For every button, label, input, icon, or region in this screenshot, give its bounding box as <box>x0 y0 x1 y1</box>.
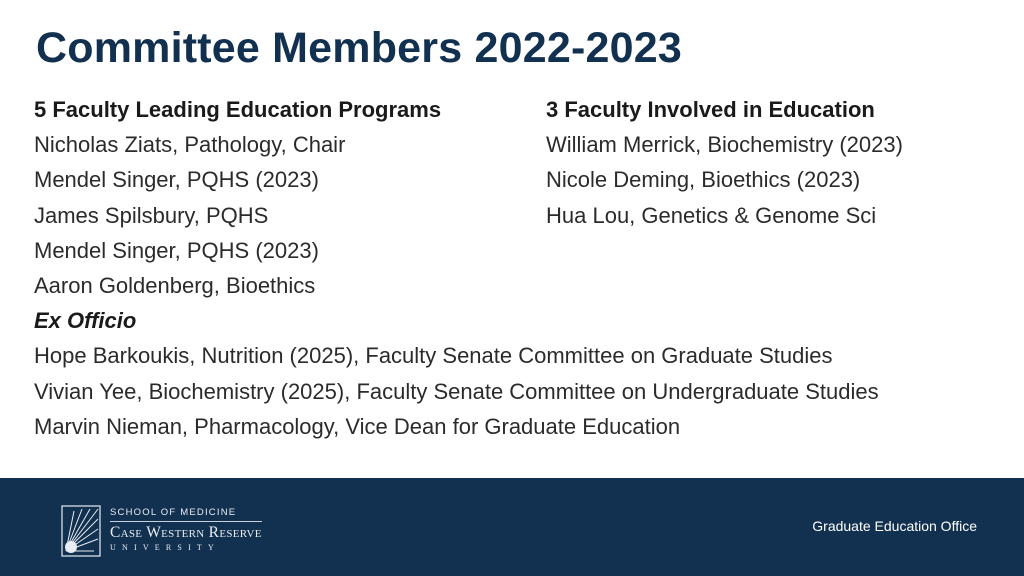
member-item: Nicholas Ziats, Pathology, Chair <box>34 132 346 158</box>
logo-school-name: SCHOOL OF MEDICINE <box>110 507 237 518</box>
right-column <box>546 92 903 233</box>
logo-university-name: Case Western Reserve <box>110 524 262 541</box>
logo-divider <box>110 521 262 522</box>
ex-officio-item: Vivian Yee, Biochemistry (2025), Faculty Senate Committee on Undergraduate Studies <box>34 378 879 404</box>
left-column-heading: 5 Faculty Leading Education Programs <box>34 97 442 122</box>
office-name: Graduate Education Office <box>812 518 977 534</box>
logo-university-word: UNIVERSITY <box>110 543 220 552</box>
member-item: William Merrick, Biochemistry (2023) <box>546 132 903 158</box>
member-item: Aaron Goldenberg, Bioethics <box>34 273 316 299</box>
member-item: James Spilsbury, PQHS <box>34 202 269 228</box>
page-title: Committee Members 2022-2023 <box>36 24 682 72</box>
ex-officio-item: Hope Barkoukis, Nutrition (2025), Faculty Senate Committee on Graduate Studies <box>34 343 833 369</box>
case-western-reserve-sunburst-logo-icon <box>60 503 102 559</box>
ex-officio-heading: Ex Officio <box>34 308 137 334</box>
right-column-heading: 3 Faculty Involved in Education <box>546 97 875 122</box>
ex-officio-item: Marvin Nieman, Pharmacology, Vice Dean for Graduate Education <box>34 413 681 439</box>
logo-wordmark <box>110 507 262 552</box>
member-item: Hua Lou, Genetics & Genome Sci <box>546 202 877 228</box>
member-item: Nicole Deming, Bioethics (2023) <box>546 167 861 193</box>
footer-bar <box>0 478 1024 576</box>
university-logo <box>60 503 270 559</box>
member-item: Mendel Singer, PQHS (2023) <box>34 167 319 193</box>
member-item: Mendel Singer, PQHS (2023) <box>34 237 319 263</box>
